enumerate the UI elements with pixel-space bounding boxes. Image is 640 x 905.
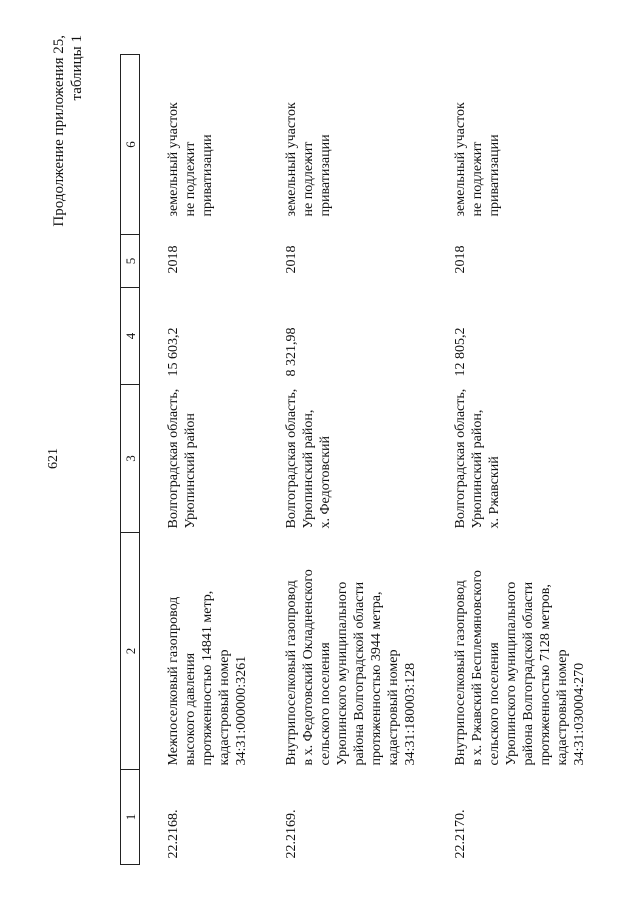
column-header: 4 — [121, 288, 140, 385]
page-number: 621 — [46, 448, 61, 469]
object-note: земельный участок не подлежит приватизации — [284, 102, 333, 217]
object-note: земельный участок не подлежит приватизации — [166, 102, 215, 217]
object-note: земельный участок не подлежит приватизации — [453, 102, 502, 217]
column-header: 2 — [121, 533, 140, 770]
object-value: 8 321,98 — [284, 327, 299, 377]
row-number: 22.2168. — [166, 809, 181, 859]
continuation-heading: Продолжение приложения 25, таблицы 1 — [51, 35, 85, 227]
object-address: Волгоградская область, Урюпинский район — [166, 388, 198, 529]
column-header: 3 — [121, 385, 140, 533]
object-name: Внутрипоселковый газопровод в х. Ржавский Бесплемяновского сельского поселения Урюпинского муниципального района Волгоградской области протяженностью 7128 метров, кадастровый номер 34:31:030004:270 — [453, 570, 587, 766]
column-header: 6 — [121, 55, 140, 235]
appendix-table-wrapper — [120, 55, 596, 865]
row-number: 22.2169. — [284, 809, 299, 859]
column-header: 1 — [121, 770, 140, 865]
row-number: 22.2170. — [453, 809, 468, 859]
table-row — [140, 55, 259, 865]
object-year: 2018 — [284, 245, 299, 274]
object-address: Волгоградская область, Урюпинский район, х. Федотовский — [284, 388, 333, 529]
object-address: Волгоградская область, Урюпинский район, х. Ржавский — [453, 388, 502, 529]
object-year: 2018 — [166, 245, 181, 274]
object-name: Внутрипоселковый газопровод в х. Федотовский Окладненского сельского поселения Урюпинского муниципального района Волгоградской области протяженностью 3944 метра, кадастровый номер 34:31:180003:128 — [284, 569, 418, 766]
table-header-row — [121, 55, 140, 865]
object-value: 12 805,2 — [453, 327, 468, 377]
object-name: Межпоселковый газопровод высокого давления протяженностью 14841 метр, кадастровый номер 34:31:000000:3261 — [166, 590, 249, 766]
appendix-table — [120, 54, 596, 865]
column-header: 5 — [121, 235, 140, 288]
object-year: 2018 — [453, 245, 468, 274]
object-value: 15 603,2 — [166, 327, 181, 377]
table-row — [258, 55, 427, 865]
table-row — [427, 55, 596, 865]
